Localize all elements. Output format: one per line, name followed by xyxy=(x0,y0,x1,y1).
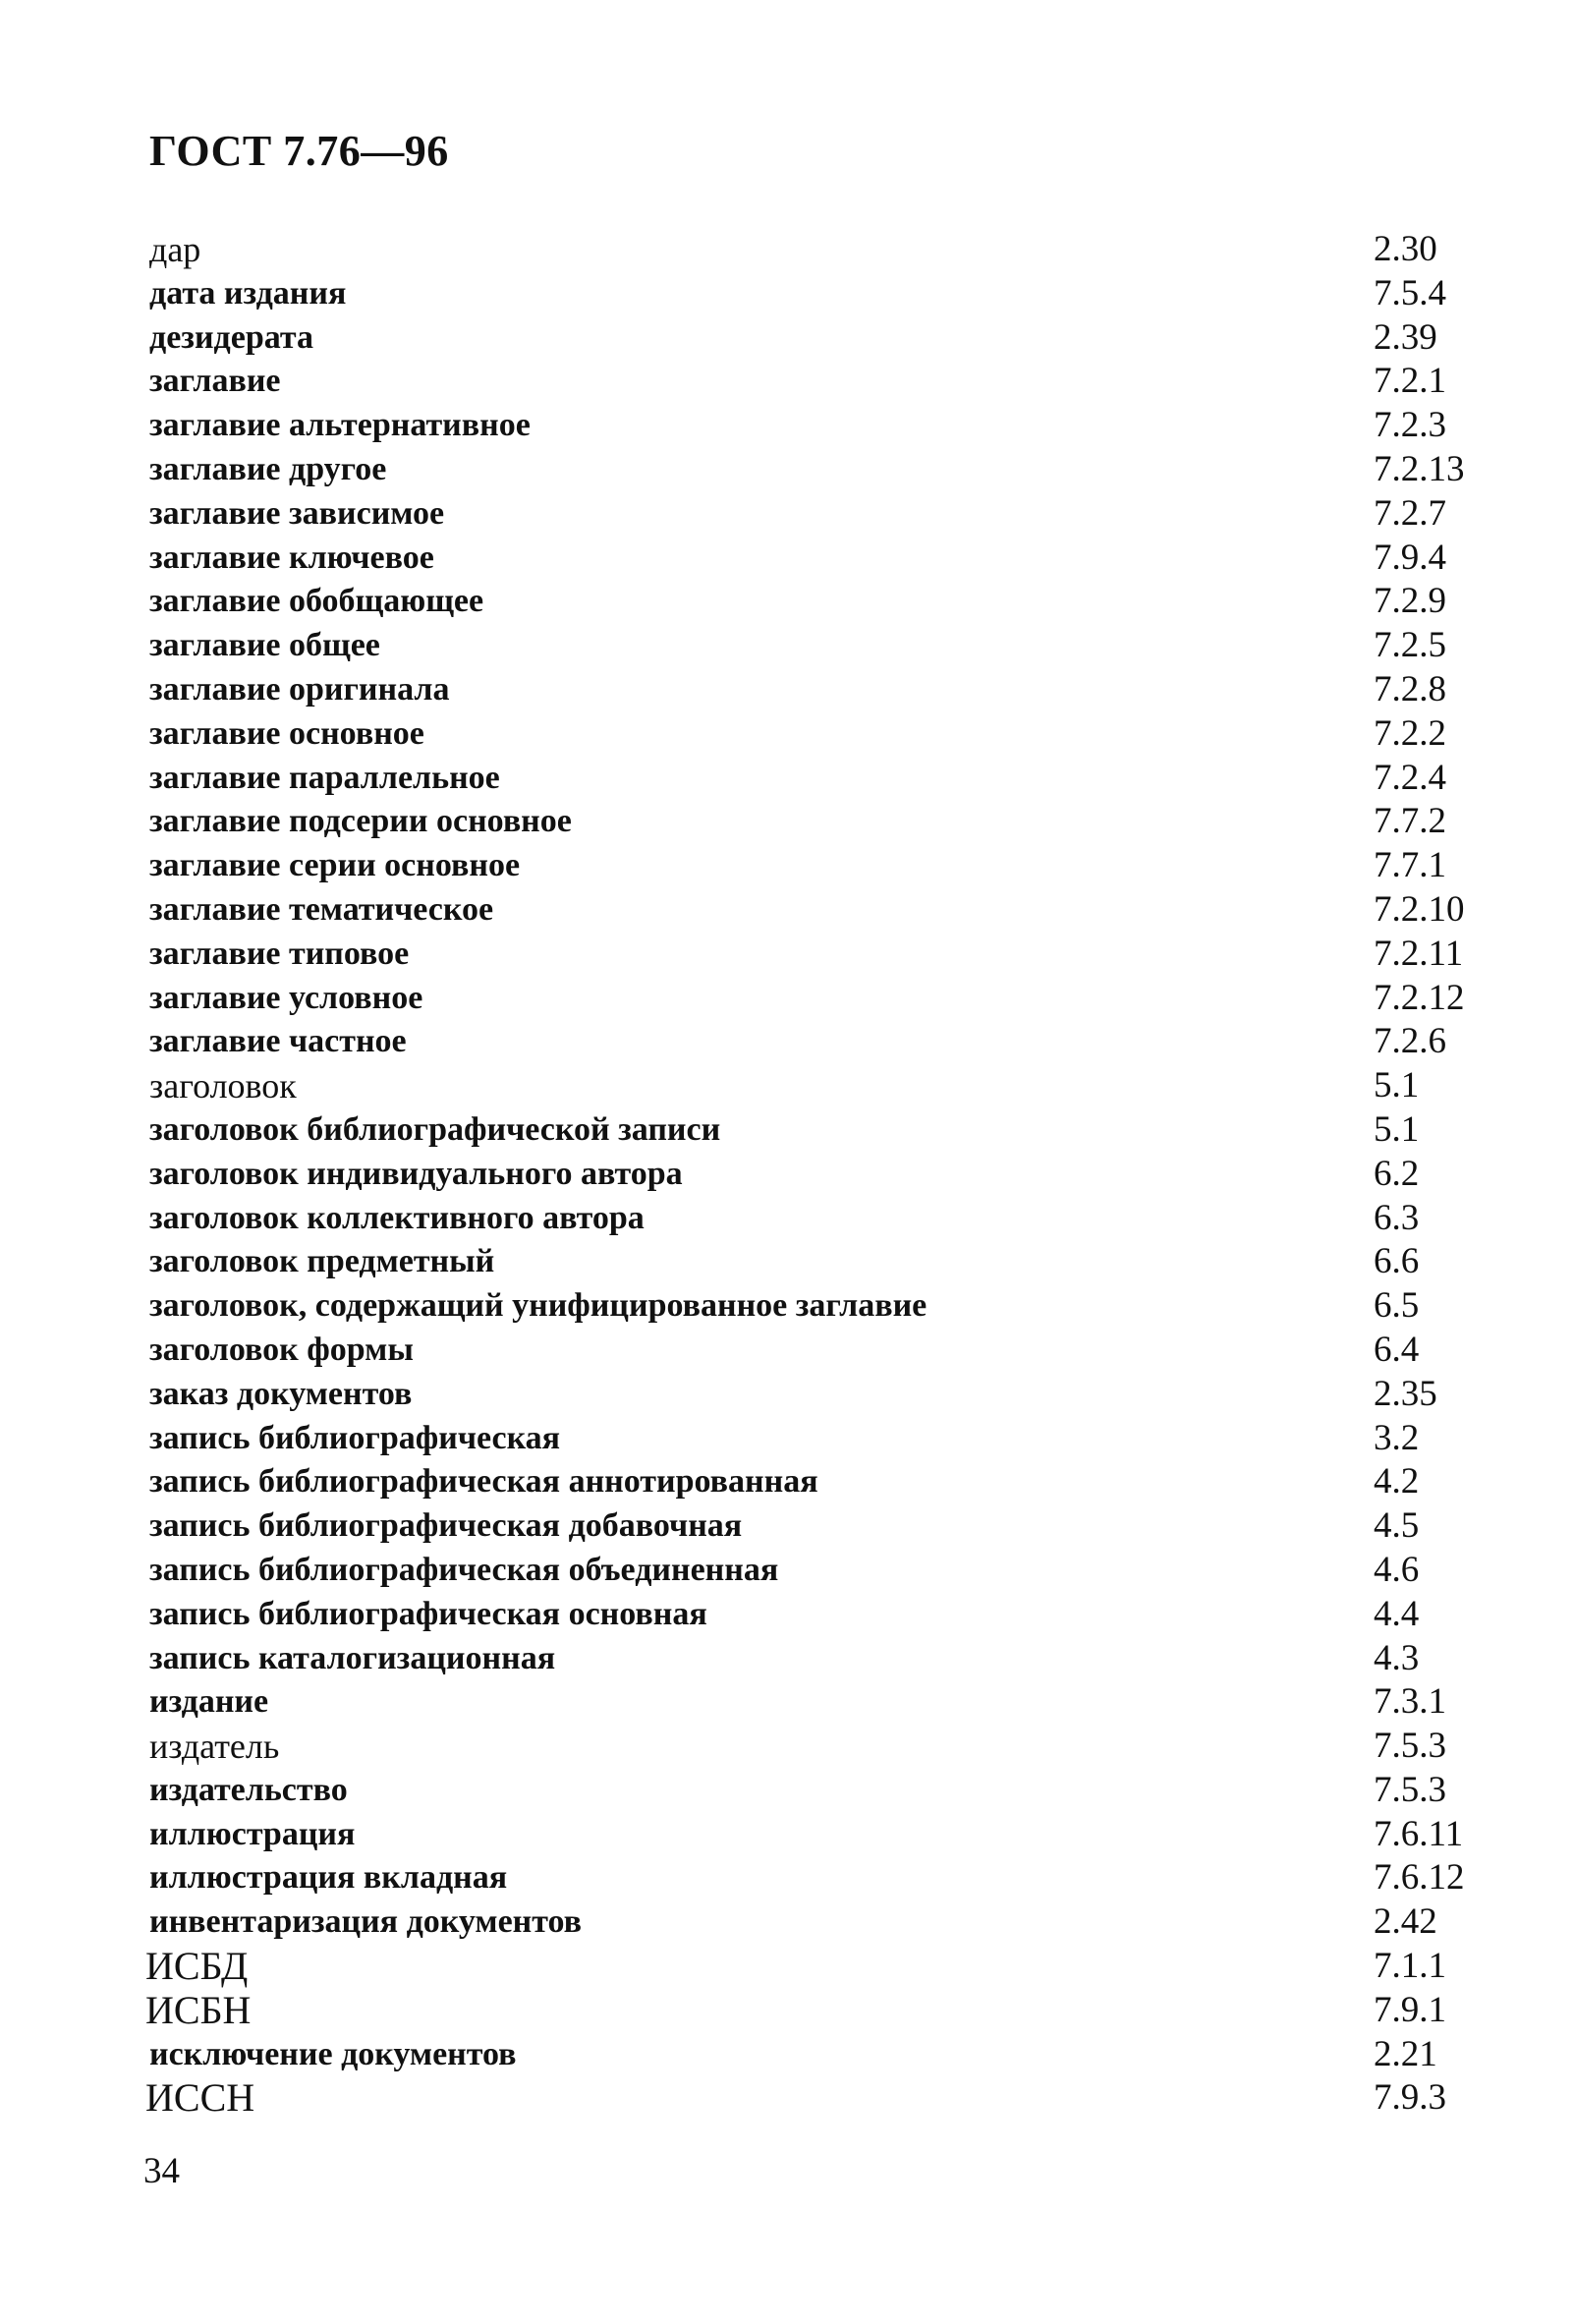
index-section-ref: 2.42 xyxy=(1374,1901,1437,1943)
index-entry xyxy=(143,712,1499,757)
index-term: заглавие параллельное xyxy=(149,759,500,796)
index-section-ref: 6.6 xyxy=(1374,1241,1420,1282)
index-entry xyxy=(143,977,1499,1021)
index-entry xyxy=(143,1900,1499,1945)
index-entry xyxy=(143,668,1499,712)
index-section-ref: 5.1 xyxy=(1374,1065,1420,1106)
index-section-ref: 7.2.6 xyxy=(1374,1021,1446,1062)
index-section-ref: 7.2.5 xyxy=(1374,625,1446,666)
index-term: заглавие оригинала xyxy=(149,670,450,708)
index-section-ref: 7.1.1 xyxy=(1374,1946,1446,1987)
index-section-ref: 7.5.3 xyxy=(1374,1769,1446,1810)
index-entry xyxy=(143,1329,1499,1373)
index-entry xyxy=(143,1284,1499,1329)
index-term: заглавие обобщающее xyxy=(149,583,484,620)
index-term: инвентаризация документов xyxy=(149,1903,583,1941)
index-section-ref: 7.2.1 xyxy=(1374,361,1446,402)
index-entry xyxy=(143,1680,1499,1725)
index-entry xyxy=(143,448,1499,492)
index-entry xyxy=(143,2033,1499,2077)
index-term: ИСБН xyxy=(145,1987,252,2032)
index-term: заголовок формы xyxy=(149,1331,414,1368)
index-section-ref: 7.2.7 xyxy=(1374,492,1446,534)
index-section-ref: 6.5 xyxy=(1374,1285,1420,1327)
index-entry xyxy=(143,2076,1499,2121)
index-term: дезидерата xyxy=(149,318,313,356)
index-term: заглавие частное xyxy=(149,1023,407,1060)
index-term: издатель xyxy=(149,1727,280,1767)
index-term: заглавие альтернативное xyxy=(149,407,531,444)
page-number: 34 xyxy=(143,2151,180,2191)
index-section-ref: 7.3.1 xyxy=(1374,1681,1446,1723)
index-entry xyxy=(143,1153,1499,1197)
index-term: заглавие зависимое xyxy=(149,494,445,532)
index-entry xyxy=(143,1593,1499,1637)
index-term: запись библиографическая xyxy=(149,1419,561,1456)
index-section-ref: 2.21 xyxy=(1374,2033,1437,2074)
index-section-ref: 7.9.3 xyxy=(1374,2077,1446,2119)
index-term: издание xyxy=(149,1683,269,1721)
index-section-ref: 6.3 xyxy=(1374,1197,1420,1238)
index-entry xyxy=(143,1813,1499,1857)
index-entry xyxy=(143,624,1499,668)
index-entry xyxy=(143,228,1499,272)
index-section-ref: 3.2 xyxy=(1374,1417,1420,1458)
index-entry xyxy=(143,1989,1499,2033)
index-term: заголовок индивидуального автора xyxy=(149,1155,683,1192)
index-entry xyxy=(143,933,1499,977)
index-section-ref: 7.2.4 xyxy=(1374,757,1446,798)
index-entry xyxy=(143,1460,1499,1504)
index-section-ref: 7.2.2 xyxy=(1374,712,1446,754)
index-term: иллюстрация вкладная xyxy=(149,1859,508,1897)
index-section-ref: 7.2.9 xyxy=(1374,581,1446,622)
index-section-ref: 7.6.12 xyxy=(1374,1857,1465,1899)
index-term: ИСБД xyxy=(145,1944,249,1989)
index-term: заглавие основное xyxy=(149,714,424,752)
index-term: заголовок xyxy=(149,1066,297,1106)
index-entry xyxy=(143,316,1499,361)
index-section-ref: 7.2.13 xyxy=(1374,448,1465,489)
index-entry xyxy=(143,1504,1499,1549)
index-term: заглавие подсерии основное xyxy=(149,803,572,840)
index-term: дар xyxy=(149,230,201,269)
index-entry xyxy=(143,580,1499,624)
index-section-ref: 7.7.1 xyxy=(1374,845,1446,886)
index-entry xyxy=(143,1020,1499,1064)
index-term: исключение документов xyxy=(149,2035,517,2072)
index-term: заглавие тематическое xyxy=(149,890,494,928)
index-section-ref: 7.2.12 xyxy=(1374,977,1465,1018)
index-term: заглавие другое xyxy=(149,450,387,487)
index-entry xyxy=(143,888,1499,933)
index-section-ref: 6.4 xyxy=(1374,1329,1420,1370)
index-section-ref: 2.39 xyxy=(1374,316,1437,358)
index-term: заголовок, содержащий унифицированное заглавие xyxy=(149,1287,928,1325)
index-entry xyxy=(143,360,1499,404)
index-section-ref: 7.6.11 xyxy=(1374,1813,1464,1854)
index-entry xyxy=(143,492,1499,537)
index-entry xyxy=(143,1945,1499,1989)
index-term: запись библиографическая аннотированная xyxy=(149,1463,818,1501)
index-term: заглавие типовое xyxy=(149,935,410,972)
index-term: иллюстрация xyxy=(149,1815,356,1852)
index-section-ref: 2.30 xyxy=(1374,229,1437,269)
index-entry xyxy=(143,1549,1499,1593)
index-section-ref: 7.7.2 xyxy=(1374,801,1446,842)
index-entry xyxy=(143,537,1499,581)
index-term: заглавие общее xyxy=(149,627,380,664)
index-entry xyxy=(143,404,1499,448)
term-index-list xyxy=(143,228,1499,2121)
index-entry xyxy=(143,1240,1499,1284)
index-term: заголовок библиографической записи xyxy=(149,1110,721,1148)
index-entry xyxy=(143,1373,1499,1417)
index-section-ref: 4.6 xyxy=(1374,1549,1420,1590)
index-term: заголовок предметный xyxy=(149,1243,495,1280)
index-section-ref: 4.3 xyxy=(1374,1637,1420,1678)
index-entry xyxy=(143,800,1499,844)
index-entry xyxy=(143,1417,1499,1461)
index-section-ref: 7.2.3 xyxy=(1374,405,1446,446)
index-section-ref: 7.9.4 xyxy=(1374,537,1446,578)
index-entry xyxy=(143,1769,1499,1813)
index-section-ref: 6.2 xyxy=(1374,1153,1420,1194)
index-entry xyxy=(143,1197,1499,1241)
index-entry xyxy=(143,1108,1499,1153)
index-term: запись каталогизационная xyxy=(149,1639,556,1676)
index-term: издательство xyxy=(149,1771,348,1808)
index-section-ref: 4.4 xyxy=(1374,1593,1420,1634)
index-section-ref: 7.2.10 xyxy=(1374,888,1465,930)
index-section-ref: 7.2.8 xyxy=(1374,668,1446,709)
index-term: заглавие ключевое xyxy=(149,538,434,576)
index-term: заглавие xyxy=(149,363,281,400)
index-entry xyxy=(143,1725,1499,1769)
index-term: дата издания xyxy=(149,274,347,312)
index-entry xyxy=(143,1856,1499,1900)
index-term: запись библиографическая основная xyxy=(149,1595,707,1632)
index-entry xyxy=(143,1637,1499,1681)
index-term: запись библиографическая добавочная xyxy=(149,1507,743,1545)
index-term: ИССН xyxy=(145,2075,255,2121)
index-term: запись библиографическая объединенная xyxy=(149,1551,779,1588)
index-section-ref: 4.2 xyxy=(1374,1461,1420,1502)
index-section-ref: 7.5.4 xyxy=(1374,272,1446,313)
index-term: заказ документов xyxy=(149,1375,413,1412)
index-section-ref: 5.1 xyxy=(1374,1108,1420,1150)
index-section-ref: 7.2.11 xyxy=(1374,933,1464,974)
index-term: заглавие серии основное xyxy=(149,847,521,884)
index-entry xyxy=(143,757,1499,801)
index-section-ref: 7.9.1 xyxy=(1374,1989,1446,2030)
document-header: ГОСТ 7.76—96 xyxy=(149,127,449,175)
index-entry xyxy=(143,272,1499,316)
index-entry xyxy=(143,1064,1499,1108)
index-entry xyxy=(143,844,1499,888)
index-term: заголовок коллективного автора xyxy=(149,1199,645,1236)
index-section-ref: 2.35 xyxy=(1374,1373,1437,1414)
index-section-ref: 4.5 xyxy=(1374,1505,1420,1547)
index-term: заглавие условное xyxy=(149,979,423,1016)
index-section-ref: 7.5.3 xyxy=(1374,1726,1446,1767)
